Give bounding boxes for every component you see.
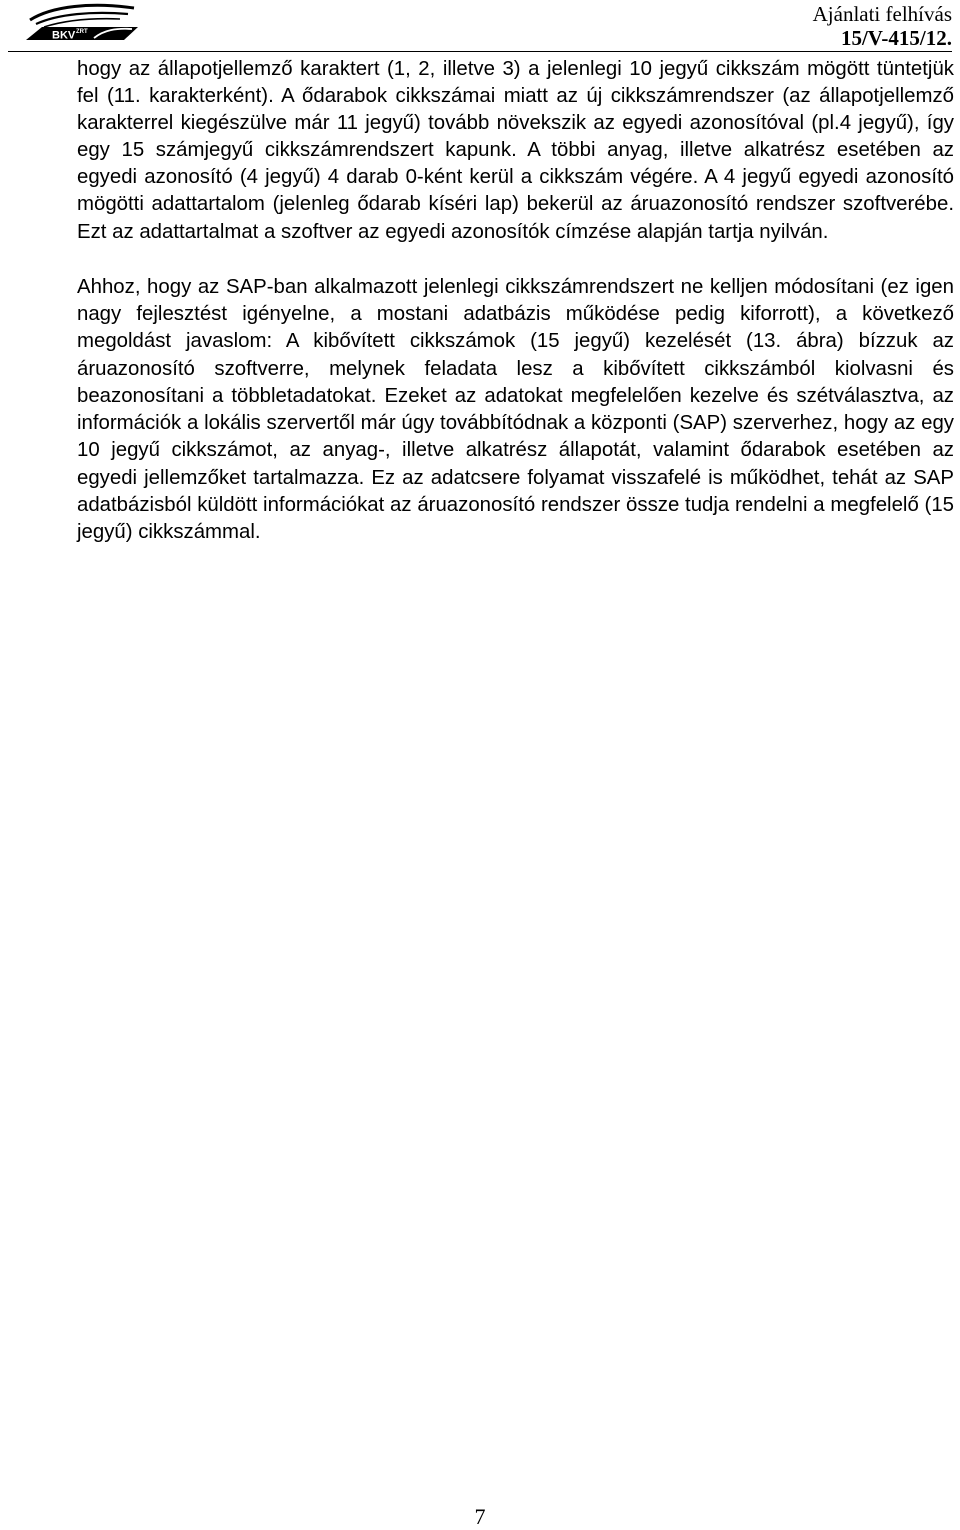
page-number: 7 — [474, 1504, 486, 1529]
document-number: 15/V-415/12. — [840, 26, 952, 50]
header-divider — [8, 51, 952, 52]
bkv-logo — [22, 2, 140, 42]
body-paragraph-1: hogy az állapotjellemző karaktert (1, 2, illetve 3) a jelenlegi 10 jegyű cikkszám mögött tüntetjük fel (11. karakterként). A ődarabok cikkszámai miatt az új cikkszámrendszer (az állapotjellemző karakterrel kiegészülve már 11 jegyű) tovább növekszik az egyedi azonosítóval (pl.4 jegyű), így egy 15 számjegyű cikkszámrendszert kapunk. A többi anyag, illetve alkatrész esetében az egyedi azonosító (4 jegyű) 4 darab 0-ként kerül a cikkszám végére. A 4 jegyű egyedi azonosító mögötti adattartalom (jelenleg ődarab kíséri lap) bekerül az áruazonosító rendszer szoftverébe. Ezt az adattartalmat a szoftver az egyedi azonosítók címzése alapján tartja nyilván. — [77, 58, 954, 243]
header-doc-info — [813, 2, 952, 50]
page-header — [0, 0, 960, 52]
logo-text: BKV — [52, 29, 76, 42]
body-paragraph-2: Ahhoz, hogy az SAP-ban alkalmazott jelenlegi cikkszámrendszert ne kelljen módosítani (ez igen nagy fejlesztést igényelne, a mostani adatbázis működése pedig kiforrott), a következő megoldást javaslom: A kibővített cikkszámok (15 jegyű) kezelését (13. ábra) bízzuk az áruazonosító szoftverre, melynek feladata lesz a kibővített cikkszámból kiolvasni és beazonosítani a többletadatokat. Ezeket az adatokat megfelelően kezelve és szétválasztva, az információk a lokális szervertől már úgy továbbítódnak a központi (SAP) szerverhez, hogy az egy 10 jegyű cikkszámot, az anyag-, illetve alkatrész állapotát, valamint ődarabok esetében az egyedi jellemzőket tartalmazza. Ez az adatcsere folyamat visszafelé is működhet, tehát az SAP adatbázisból küldött információkat az áruazonosító rendszer össze tudja rendelni a megfelelő (15 jegyű) cikkszámmal. — [77, 275, 954, 544]
logo-suffix: ZRT — [76, 29, 88, 35]
document-type: Ajánlati felhívás — [812, 2, 952, 26]
document-body — [77, 56, 954, 547]
